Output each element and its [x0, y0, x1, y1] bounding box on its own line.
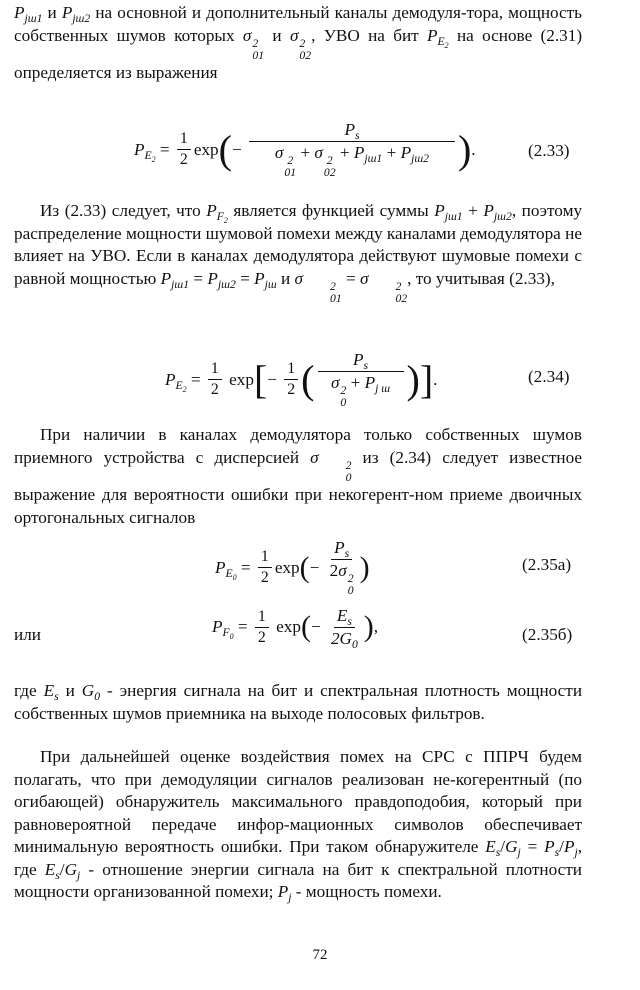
equation-number: (2.34) [528, 367, 570, 386]
paren-right: ) [363, 610, 374, 644]
text-segment: , УВО на бит [311, 25, 419, 45]
word-or: или [14, 625, 41, 644]
minus-sign: − [231, 139, 242, 159]
text-segment: на основе (2.31) определяется из выражения [14, 25, 583, 83]
exp-function: exp [193, 139, 219, 159]
equals-sign: = [240, 557, 251, 577]
symbol-ratio-es-gj: $E_s/G_j$ [44, 859, 81, 882]
exp-function: exp [276, 617, 301, 637]
symbol-p-e2: $P_{E_2}$ [427, 25, 449, 50]
numerator: $P_s$ [249, 120, 455, 142]
text-segment: , где [14, 837, 582, 879]
text-segment: При наличии в каналах демодулятора только собственных шумов приемного устройства с дисперсией [14, 425, 582, 467]
fraction-half: $\frac{1}{2}$ [177, 130, 191, 169]
equation-number: (2.35a) [522, 555, 572, 574]
text-segment: Из (2.33) следует, что [40, 201, 201, 220]
paragraph-noise [14, 424, 582, 529]
equation-number: (2.35б) [522, 625, 573, 644]
text-segment: - мощность помехи. [295, 882, 442, 901]
paren-left: ( [299, 550, 310, 584]
equals-sign: = [237, 617, 248, 637]
symbol-sigma-02: σ 2 02 [289, 25, 312, 63]
equals-sign: = [190, 369, 201, 389]
text-segment: , поэтому распределение мощности шумовой помехи между каналами демодулятора не влияет на УВО. Если в каналах демодулятора действуют шумовые помехи с равной мощностью [14, 201, 583, 288]
symbol-equal-powers: $P_{jш1} = P_{jш2} = P_{jш}$ [160, 268, 277, 291]
text-segment: - энергия сигнала на бит и спектральная плотность мощности собственных шумов приемника на выходе полосовых фильтров. [14, 681, 583, 723]
symbol-p-j: $P_j$ [277, 882, 292, 905]
text-segment: , то учитывая (2.33), [407, 268, 555, 288]
minus-sign: − [309, 557, 320, 577]
symbol-ratio: $E_s/G_j = P_s/P_j$ [485, 837, 578, 860]
symbol-sigma-eq: σ 2 01 = σ 2 02 [294, 268, 408, 306]
eq-lhs: $P_{F_0}$ [212, 617, 234, 641]
denominator: $2G_0$ [330, 628, 358, 651]
text-segment: является функцией суммы [233, 201, 429, 220]
numerator: $P_s$ [331, 538, 352, 560]
bracket-left: [ [253, 356, 268, 402]
minus-sign: − [310, 617, 321, 637]
paragraph-sum [14, 200, 582, 305]
text-segment: - отношение энергии сигнала на бит к спектральной плотности мощности организованной помехи; [14, 859, 582, 901]
fraction-main [249, 120, 455, 180]
bracket-right: ] [419, 356, 434, 402]
text-segment: При дальнейшей оценке воздействия помех на СРС с ППРЧ будем полагать, что при демодуляции сигналов реализован не-когерентный (по огибающей) обнаружитель максимального правдоподобия, который при равновероятной передаче инфор-мационных символов обеспечивает минимальную вероятность ошибки. При таком обнаружителе [14, 747, 582, 856]
fraction-main [328, 606, 361, 649]
fraction-half-inner: $\frac{1}{2}$ [284, 360, 298, 399]
symbol-g-0: $G_0$ [81, 681, 101, 704]
symbol-p-f2: $P_{F_2}$ [206, 201, 228, 225]
paragraph-where [14, 680, 582, 725]
minus-sign: − [267, 369, 277, 389]
page-number: 72 [312, 947, 328, 963]
equation-2-34: $P_{E_2}$ = $\frac{1}{2}$ exp[− $\frac{1}{2}$ ( $P_s$ σ 2 0 + $P_{j ш}$ )]. [165, 350, 438, 410]
word-and: и [272, 25, 282, 45]
paren-left: ( [218, 126, 232, 172]
text-segment: на основной и дополнительный каналы демодуля-тора, мощность собственных шумов которых [14, 3, 583, 45]
text-segment: где [14, 681, 37, 700]
numerator: $E_s$ [334, 606, 355, 628]
paren-right: ) [457, 126, 472, 172]
eq-lhs: $P_{E_0}$ [215, 557, 237, 582]
paragraph-intro [14, 2, 582, 85]
denominator: σ 2 0 + $P_{j ш}$ [330, 372, 391, 410]
word-and: и [280, 268, 291, 288]
eq-lhs: $P_{E_2}$ [165, 369, 187, 394]
symbol-sum: $P_{jш1} + P_{jш2}$ [434, 201, 512, 224]
fraction-main [327, 538, 357, 598]
word-and: и [47, 3, 57, 22]
paragraph-detector [14, 746, 582, 904]
text-segment: из (2.34) следует известное выражение для вероятности ошибки при некогерент-ном приеме двоичных ортогональных сигналов [14, 447, 583, 527]
equation-2-35b: $P_{F_0}$ = $\frac{1}{2}$ exp(− $\frac{E_s}{2G_0}$ ), [212, 606, 379, 651]
denominator: σ 2 01 + σ 2 02 + $P_{jш1} + P_{jш2}$ [274, 142, 429, 180]
equation-2-33: $P_{E_2}$ = $\frac{1}{2}$ exp(− $P_s$ σ 2 01 + σ 2 02 + $P_{jш1} + P_{jш2}$ ). [134, 120, 476, 180]
symbol-sigma-01: σ 2 01 [242, 25, 265, 63]
symbol-sigma-0: σ 2 0 [310, 447, 352, 485]
paren-left: ( [301, 356, 315, 402]
paren-right: ) [359, 550, 370, 584]
eq-lhs: $P_{E_2}$ [134, 139, 156, 164]
word-and: и [65, 681, 75, 700]
fraction-half: $\frac{1}{2}$ [208, 360, 222, 399]
paren-left: ( [300, 610, 311, 644]
denominator: 2σ 2 0 [329, 560, 354, 598]
fraction-half: $\frac{1}{2}$ [255, 608, 269, 647]
fraction-main [318, 350, 404, 410]
fraction-half: $\frac{1}{2}$ [258, 548, 272, 587]
symbol-e-s: $E_s$ [43, 681, 59, 704]
equation-2-35a [215, 538, 370, 598]
exp-function: exp [229, 369, 254, 389]
exp-function: exp [274, 557, 300, 577]
numerator: $P_s$ [318, 350, 404, 372]
paren-right: ) [406, 356, 420, 402]
equation-number: (2.33) [528, 141, 570, 160]
symbol-p-j1: $P_{jш1}$ [14, 3, 43, 26]
equals-sign: = [159, 139, 170, 159]
symbol-p-j2: $P_{jш2}$ [61, 3, 91, 26]
